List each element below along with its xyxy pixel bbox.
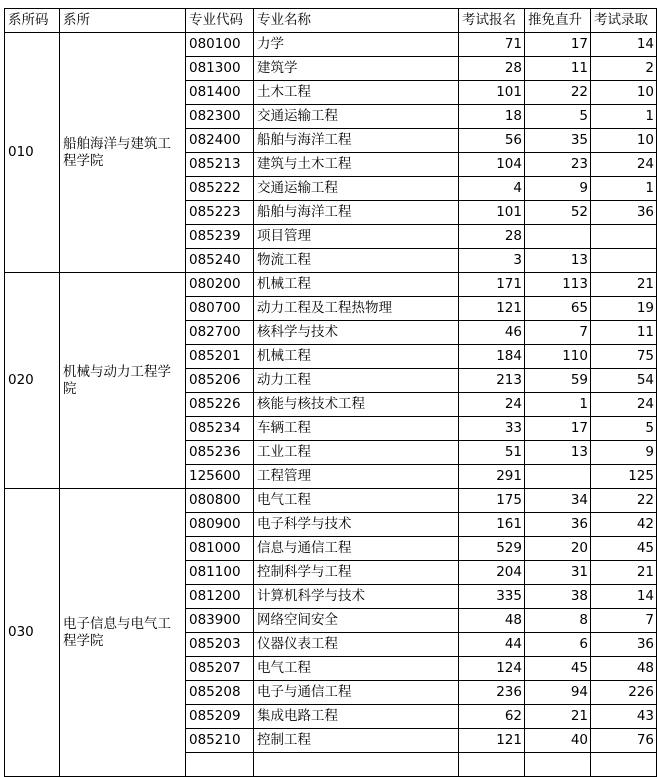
admitted-cell: 45 xyxy=(591,537,657,561)
header-admitted: 考试录取 xyxy=(591,9,657,33)
major-name-cell: 动力工程及工程热物理 xyxy=(254,297,459,321)
major-code-cell: 085203 xyxy=(186,633,254,657)
admitted-cell: 24 xyxy=(591,153,657,177)
major-name-cell: 核科学与技术 xyxy=(254,321,459,345)
applicants-cell xyxy=(459,753,525,777)
recommended-cell: 65 xyxy=(525,297,591,321)
admitted-cell: 14 xyxy=(591,33,657,57)
applicants-cell: 101 xyxy=(459,81,525,105)
dept-name-cell: 机械与动力工程学院 xyxy=(60,273,186,489)
recommended-cell: 34 xyxy=(525,489,591,513)
applicants-cell: 335 xyxy=(459,585,525,609)
major-name-cell: 建筑学 xyxy=(254,57,459,81)
major-name-cell: 核能与核技术工程 xyxy=(254,393,459,417)
admitted-cell xyxy=(591,753,657,777)
admitted-cell: 5 xyxy=(591,417,657,441)
major-name-cell: 仪器仪表工程 xyxy=(254,633,459,657)
major-code-cell: 085213 xyxy=(186,153,254,177)
major-code-cell: 085208 xyxy=(186,681,254,705)
applicants-cell: 124 xyxy=(459,657,525,681)
admitted-cell: 54 xyxy=(591,369,657,393)
applicants-cell: 28 xyxy=(459,225,525,249)
applicants-cell: 204 xyxy=(459,561,525,585)
major-code-cell xyxy=(186,753,254,777)
major-name-cell: 动力工程 xyxy=(254,369,459,393)
admitted-cell: 43 xyxy=(591,705,657,729)
major-code-cell: 085207 xyxy=(186,657,254,681)
major-code-cell: 081200 xyxy=(186,585,254,609)
admitted-cell: 226 xyxy=(591,681,657,705)
admitted-cell: 42 xyxy=(591,513,657,537)
recommended-cell: 20 xyxy=(525,537,591,561)
recommended-cell: 11 xyxy=(525,57,591,81)
major-code-cell: 082400 xyxy=(186,129,254,153)
recommended-cell: 38 xyxy=(525,585,591,609)
recommended-cell: 5 xyxy=(525,105,591,129)
applicants-cell: 101 xyxy=(459,201,525,225)
recommended-cell: 23 xyxy=(525,153,591,177)
admission-table xyxy=(4,8,657,777)
recommended-cell: 35 xyxy=(525,129,591,153)
major-name-cell xyxy=(254,753,459,777)
applicants-cell: 291 xyxy=(459,465,525,489)
header-major-code: 专业代码 xyxy=(186,9,254,33)
header-major-name: 专业名称 xyxy=(254,9,459,33)
applicants-cell: 51 xyxy=(459,441,525,465)
major-name-cell: 控制工程 xyxy=(254,729,459,753)
header-recommended: 推免直升 xyxy=(525,9,591,33)
major-name-cell: 信息与通信工程 xyxy=(254,537,459,561)
major-code-cell: 083900 xyxy=(186,609,254,633)
table-row xyxy=(5,273,657,297)
major-name-cell: 网络空间安全 xyxy=(254,609,459,633)
major-name-cell: 项目管理 xyxy=(254,225,459,249)
admitted-cell: 11 xyxy=(591,321,657,345)
major-name-cell: 控制科学与工程 xyxy=(254,561,459,585)
admitted-cell: 75 xyxy=(591,345,657,369)
major-code-cell: 082700 xyxy=(186,321,254,345)
applicants-cell: 33 xyxy=(459,417,525,441)
major-code-cell: 080800 xyxy=(186,489,254,513)
recommended-cell: 36 xyxy=(525,513,591,537)
recommended-cell: 21 xyxy=(525,705,591,729)
applicants-cell: 529 xyxy=(459,537,525,561)
applicants-cell: 24 xyxy=(459,393,525,417)
major-name-cell: 机械工程 xyxy=(254,273,459,297)
major-code-cell: 080100 xyxy=(186,33,254,57)
admitted-cell: 48 xyxy=(591,657,657,681)
recommended-cell: 52 xyxy=(525,201,591,225)
applicants-cell: 213 xyxy=(459,369,525,393)
major-name-cell: 电气工程 xyxy=(254,489,459,513)
recommended-cell xyxy=(525,753,591,777)
recommended-cell: 9 xyxy=(525,177,591,201)
major-name-cell: 计算机科学与技术 xyxy=(254,585,459,609)
major-code-cell: 085209 xyxy=(186,705,254,729)
major-code-cell: 081300 xyxy=(186,57,254,81)
applicants-cell: 71 xyxy=(459,33,525,57)
recommended-cell: 8 xyxy=(525,609,591,633)
admitted-cell: 1 xyxy=(591,177,657,201)
admitted-cell: 125 xyxy=(591,465,657,489)
admitted-cell: 24 xyxy=(591,393,657,417)
applicants-cell: 48 xyxy=(459,609,525,633)
admitted-cell: 36 xyxy=(591,633,657,657)
major-code-cell: 081000 xyxy=(186,537,254,561)
admitted-cell xyxy=(591,225,657,249)
major-code-cell: 080900 xyxy=(186,513,254,537)
major-code-cell: 085240 xyxy=(186,249,254,273)
major-code-cell: 085222 xyxy=(186,177,254,201)
major-code-cell: 080200 xyxy=(186,273,254,297)
recommended-cell: 6 xyxy=(525,633,591,657)
recommended-cell: 1 xyxy=(525,393,591,417)
applicants-cell: 175 xyxy=(459,489,525,513)
recommended-cell: 13 xyxy=(525,249,591,273)
recommended-cell: 31 xyxy=(525,561,591,585)
recommended-cell: 13 xyxy=(525,441,591,465)
admitted-cell: 21 xyxy=(591,561,657,585)
major-code-cell: 085201 xyxy=(186,345,254,369)
major-name-cell: 机械工程 xyxy=(254,345,459,369)
admitted-cell: 19 xyxy=(591,297,657,321)
major-code-cell: 085210 xyxy=(186,729,254,753)
admitted-cell: 1 xyxy=(591,105,657,129)
admitted-cell: 2 xyxy=(591,57,657,81)
major-code-cell: 081100 xyxy=(186,561,254,585)
recommended-cell: 40 xyxy=(525,729,591,753)
admitted-cell: 21 xyxy=(591,273,657,297)
applicants-cell: 28 xyxy=(459,57,525,81)
major-code-cell: 125600 xyxy=(186,465,254,489)
admitted-cell: 10 xyxy=(591,81,657,105)
recommended-cell: 7 xyxy=(525,321,591,345)
recommended-cell xyxy=(525,465,591,489)
dept-code-cell: 030 xyxy=(5,489,60,777)
major-name-cell: 工业工程 xyxy=(254,441,459,465)
admitted-cell: 9 xyxy=(591,441,657,465)
table-row xyxy=(5,33,657,57)
admitted-cell: 76 xyxy=(591,729,657,753)
major-name-cell: 电气工程 xyxy=(254,657,459,681)
major-code-cell: 082300 xyxy=(186,105,254,129)
dept-code-cell: 020 xyxy=(5,273,60,489)
major-code-cell: 081400 xyxy=(186,81,254,105)
dept-name-cell: 电子信息与电气工程学院 xyxy=(60,489,186,777)
recommended-cell: 94 xyxy=(525,681,591,705)
admitted-cell xyxy=(591,249,657,273)
recommended-cell: 59 xyxy=(525,369,591,393)
recommended-cell xyxy=(525,225,591,249)
admitted-cell: 36 xyxy=(591,201,657,225)
major-name-cell: 物流工程 xyxy=(254,249,459,273)
recommended-cell: 22 xyxy=(525,81,591,105)
major-code-cell: 085239 xyxy=(186,225,254,249)
major-code-cell: 085226 xyxy=(186,393,254,417)
major-name-cell: 集成电路工程 xyxy=(254,705,459,729)
header-row xyxy=(5,9,657,33)
major-name-cell: 交通运输工程 xyxy=(254,177,459,201)
recommended-cell: 17 xyxy=(525,33,591,57)
recommended-cell: 113 xyxy=(525,273,591,297)
applicants-cell: 18 xyxy=(459,105,525,129)
major-code-cell: 085236 xyxy=(186,441,254,465)
recommended-cell: 45 xyxy=(525,657,591,681)
applicants-cell: 121 xyxy=(459,297,525,321)
applicants-cell: 44 xyxy=(459,633,525,657)
major-name-cell: 力学 xyxy=(254,33,459,57)
admitted-cell: 7 xyxy=(591,609,657,633)
dept-code-cell: 010 xyxy=(5,33,60,273)
applicants-cell: 46 xyxy=(459,321,525,345)
major-name-cell: 电子与通信工程 xyxy=(254,681,459,705)
major-code-cell: 085223 xyxy=(186,201,254,225)
major-name-cell: 交通运输工程 xyxy=(254,105,459,129)
applicants-cell: 184 xyxy=(459,345,525,369)
major-name-cell: 电子科学与技术 xyxy=(254,513,459,537)
admitted-cell: 22 xyxy=(591,489,657,513)
table-row xyxy=(5,489,657,513)
applicants-cell: 171 xyxy=(459,273,525,297)
applicants-cell: 161 xyxy=(459,513,525,537)
major-name-cell: 工程管理 xyxy=(254,465,459,489)
major-code-cell: 085206 xyxy=(186,369,254,393)
major-name-cell: 建筑与土木工程 xyxy=(254,153,459,177)
header-applicants: 考试报名 xyxy=(459,9,525,33)
admitted-cell: 10 xyxy=(591,129,657,153)
major-name-cell: 船舶与海洋工程 xyxy=(254,201,459,225)
major-code-cell: 085234 xyxy=(186,417,254,441)
major-name-cell: 船舶与海洋工程 xyxy=(254,129,459,153)
header-dept-name: 系所 xyxy=(60,9,186,33)
applicants-cell: 4 xyxy=(459,177,525,201)
applicants-cell: 62 xyxy=(459,705,525,729)
header-dept-code: 系所码 xyxy=(5,9,60,33)
applicants-cell: 104 xyxy=(459,153,525,177)
major-name-cell: 土木工程 xyxy=(254,81,459,105)
recommended-cell: 17 xyxy=(525,417,591,441)
major-code-cell: 080700 xyxy=(186,297,254,321)
admitted-cell: 14 xyxy=(591,585,657,609)
dept-name-cell: 船舶海洋与建筑工程学院 xyxy=(60,33,186,273)
applicants-cell: 3 xyxy=(459,249,525,273)
recommended-cell: 110 xyxy=(525,345,591,369)
applicants-cell: 121 xyxy=(459,729,525,753)
major-name-cell: 车辆工程 xyxy=(254,417,459,441)
applicants-cell: 236 xyxy=(459,681,525,705)
applicants-cell: 56 xyxy=(459,129,525,153)
